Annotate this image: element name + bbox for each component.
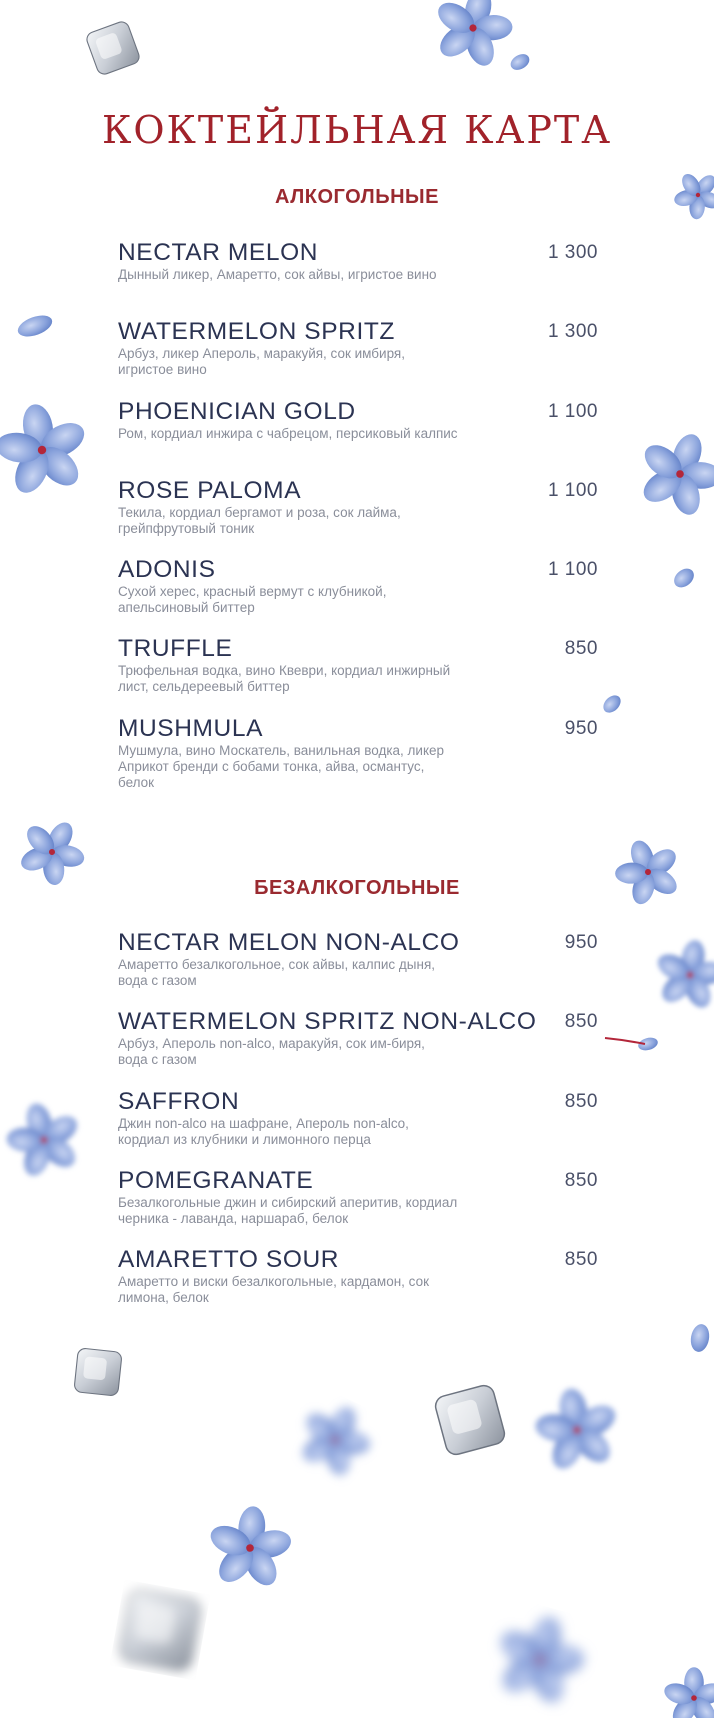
cocktail-price: 1 300 [547, 321, 598, 343]
cocktail-name: AMARETTO SOUR [118, 1246, 340, 1274]
cocktail-name: WATERMELON SPRITZ [118, 318, 395, 346]
flower-icon [287, 1392, 384, 1487]
cocktail-name: TRUFFLE [118, 635, 233, 663]
non-alcoholic-cocktails-list [118, 930, 598, 1326]
cocktail-name: ADONIS [118, 556, 216, 584]
section-title-alcoholic: АЛКОГОЛЬНЫЕ [275, 186, 439, 208]
cocktail-item [118, 1247, 598, 1326]
cocktail-description: Трюфельная водка, вино Квеври, кордиал инжирный лист, сельдереевый биттер [118, 663, 451, 695]
flower-icon [526, 1381, 627, 1479]
cocktail-description: Ром, кордиал инжира с чабрецом, персиковый калпис [118, 425, 458, 441]
petal-icon [670, 565, 697, 591]
cocktail-price: 850 [564, 1169, 598, 1191]
cocktail-price: 850 [564, 1249, 598, 1271]
cocktail-price: 1 100 [547, 559, 598, 581]
ice-cube-icon [85, 20, 141, 76]
cocktail-price: 950 [564, 932, 598, 953]
flower-icon [423, 0, 524, 77]
cocktail-name: NECTAR MELON [118, 239, 319, 266]
stem-icon [605, 1038, 645, 1044]
cocktail-price: 850 [564, 638, 598, 660]
cocktail-name: NECTAR MELON NON-ALCO [118, 929, 460, 956]
cocktail-item [118, 930, 598, 1009]
cocktail-item [118, 636, 598, 715]
flower-icon [662, 1667, 714, 1718]
cocktail-name: ROSE PALOMA [118, 476, 302, 504]
cocktail-name: SAFFRON [118, 1087, 240, 1115]
cocktail-description: Джин non-alco на шафране, Апероль non-alco, кордиал из клубники и лимонного перца [118, 1115, 409, 1147]
section-title-non-alcoholic: БЕЗАЛКОГОЛЬНЫЕ [254, 877, 460, 899]
flower-icon [203, 1503, 298, 1594]
cocktail-description: Дынный ликер, Амаретто, сок айвы, игристое вино [118, 267, 437, 282]
cocktail-price: 1 100 [547, 400, 598, 422]
cocktail-description: Арбуз, ликер Апероль, маракуйя, сок имбиря, игристое вино [118, 346, 405, 378]
petal-icon [15, 311, 55, 340]
cocktail-description: Арбуз, Апероль non-alco, маракуйя, сок им-биря, вода с газом [118, 1036, 425, 1068]
cocktail-description: Безалкогольные джин и сибирский аперитив, кордиал черника - лаванда, наршараб, белок [118, 1194, 458, 1226]
cocktail-price: 950 [564, 717, 598, 739]
cocktail-item [118, 557, 598, 636]
cocktail-item [118, 1009, 598, 1088]
flower-icon [604, 829, 692, 915]
cocktail-description: Сухой херес, красный вермут с клубникой, апельсиновый биттер [118, 584, 387, 616]
cocktail-name: WATERMELON SPRITZ NON-ALCO [118, 1008, 537, 1036]
cocktail-item [118, 240, 598, 319]
petal-icon [600, 692, 624, 716]
cocktail-description: Амаретто и виски безалкогольные, кардамон, сок лимона, белок [118, 1274, 429, 1306]
cocktail-item [118, 319, 598, 398]
ice-cube-icon [433, 1383, 506, 1456]
cocktail-price: 850 [564, 1090, 598, 1112]
flower-icon [0, 1094, 92, 1187]
ice-cube-icon [74, 1348, 122, 1396]
flower-icon [647, 934, 714, 1016]
ice-cube-icon [118, 1588, 201, 1671]
petal-icon [508, 51, 532, 73]
alcoholic-cocktails-list [118, 240, 598, 795]
cocktail-item [118, 716, 598, 795]
flower-icon [484, 1606, 596, 1715]
cocktail-item [118, 399, 598, 478]
cocktail-description: Текила, кордиал бергамот и роза, сок лайма, грейпфрутовый тоник [118, 504, 401, 536]
cocktail-description: Мушмула, вино Москатель, ванильная водка, ликер Априкот бренди с бобами тонка, айва, османтус, белок [118, 742, 445, 790]
petal-icon [689, 1323, 712, 1354]
cocktail-item [118, 1089, 598, 1168]
cocktail-description: Амаретто безалкогольное, сок айвы, калпис дыня, вода с газом [118, 957, 436, 988]
flower-icon [624, 420, 714, 529]
menu-title: КОКТЕЙЛЬНАЯ КАРТА [101, 108, 613, 152]
cocktail-price: 1 100 [547, 479, 598, 501]
cocktail-price: 850 [564, 1011, 598, 1033]
cocktail-item [118, 478, 598, 557]
cocktail-price: 1 300 [547, 242, 598, 263]
cocktail-name: PHOENICIAN GOLD [118, 397, 356, 425]
cocktail-name: MUSHMULA [118, 714, 264, 742]
cocktail-item [118, 1168, 598, 1247]
cocktail-name: POMEGRANATE [118, 1166, 314, 1194]
flower-icon [0, 396, 98, 504]
